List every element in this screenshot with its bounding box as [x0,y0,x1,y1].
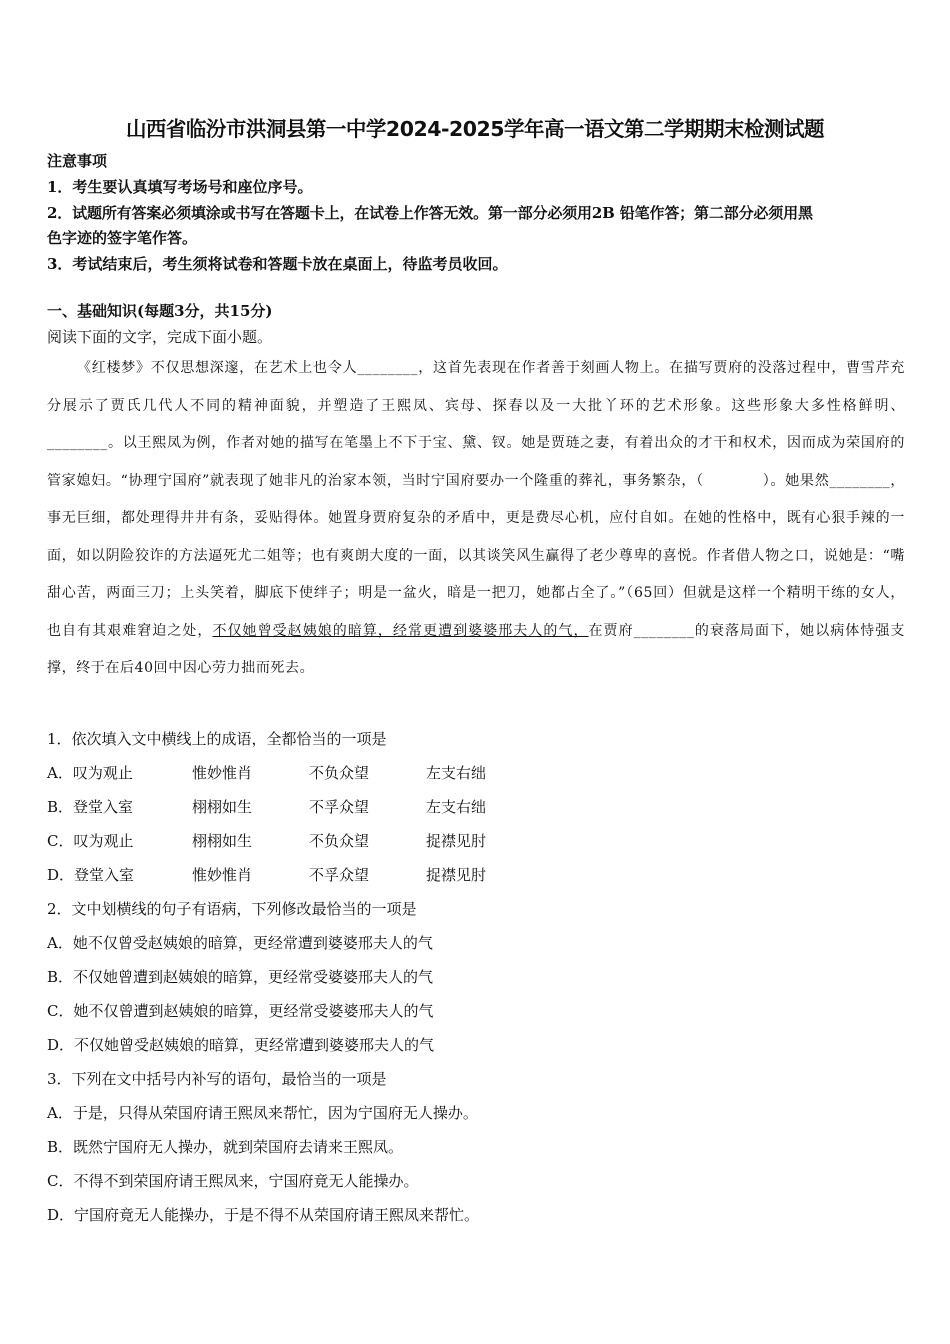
answer-option [47,790,486,824]
option-idiom: 不孚众望 [309,866,370,884]
answer-option: A．她不仅曾受赵姨娘的暗算，更经常遭到婆婆邢夫人的气 [47,934,433,952]
question-stem: 1．依次填入文中横线上的成语，全都恰当的一项是 [47,730,387,748]
answer-option: B．既然宁国府无人操办，就到荣国府去请来王熙凤。 [47,1138,404,1156]
option-idiom: 左支右绌 [426,798,487,816]
reading-passage [47,350,905,688]
notice-item: 色字迹的签字笔作答。 [47,229,198,247]
option-label: D．登堂入室 [47,866,135,884]
question-stem: 3．下列在文中括号内补写的语句，最恰当的一项是 [47,1070,387,1088]
answer-option: D．不仅她曾受赵姨娘的暗算，更经常遭到婆婆邢夫人的气 [47,1036,435,1054]
section-heading: 一、基础知识(每题3分，共15分) [47,302,273,320]
page-title: 山西省临汾市洪洞县第一中学2024-2025学年高一语文第二学期期末检测试题 [125,117,825,141]
answer-option: A．于是，只得从荣国府请王熙凤来帮忙，因为宁国府无人操办。 [47,1104,478,1122]
answer-option [47,756,486,790]
answer-option: D．宁国府竟无人能操办，于是不得不从荣国府请王熙凤来帮忙。 [47,1206,480,1224]
option-idiom: 不孚众望 [309,798,370,816]
notice-item: 2．试题所有答案必须填涂或书写在答题卡上，在试卷上作答无效。第一部分必须用2B 铅笔作答；第二部分必须用黑 [47,204,813,222]
option-idiom: 捉襟见肘 [426,832,487,850]
passage-text: 《红楼梦》不仅思想深邃，在艺术上也令人________，这首先表现在作者善于刻画人物上。在描写贾府的没落过程中，曹雪芹充分展示了贾氏几代人不同的精神面貌，并塑造了王熙凤、宾母、探春以及一大批丫环的艺术形象。这些形象大多性格鲜明、________。以王熙凤为例，作者对她的描写在笔墨上不下于宝、黛、钗。她是贾琏之妻，有着出众的才干和权术，因而成为荣国府的管家媳妇。“协理宁国府”就表现了她非凡的治家本领，当时宁国府要办一个隆重的葬礼，事务繁杂，（ ）。她果然________，事无巨细，都处理得井井有条，妥贴得体。她置身贾府复杂的矛盾中，更是费尽心机，应付自如。在她的性格中，既有心狠手辣的一面，如以阴险狡诈的方法逼死尤二姐等；也有爽朗大度的一面，以其谈笑风生赢得了老少尊卑的喜悦。作者借人物之口，说她是：“嘴甜心苦，两面三刀；上头笑着，脚底下使绊子；明是一盆火，暗是一把刀，她都占全了。”（65回）但就是这样一个精明干练的女人，也自有其艰难窘迫之处， [47,360,905,639]
option-idiom: 栩栩如生 [192,832,253,850]
answer-option: C．她不仅曾遭到赵姨娘的暗算，更经常受婆婆邢夫人的气 [47,1002,434,1020]
notice-item: 3．考试结束后，考生须将试卷和答题卡放在桌面上，待监考员收回。 [47,255,508,273]
question-stem: 2．文中划横线的句子有语病，下列修改最恰当的一项是 [47,900,417,918]
section-instruction: 阅读下面的文字，完成下面小题。 [47,328,273,346]
option-idiom: 惟妙惟肖 [192,866,253,884]
answer-option [47,858,486,892]
answer-option: B．不仅她曾遭到赵姨娘的暗算，更经常受婆婆邢夫人的气 [47,968,434,986]
question-1 [47,722,486,1232]
notice-item: 1．考生要认真填写考场号和座位序号。 [47,178,313,196]
option-idiom: 不负众望 [309,764,370,782]
option-idiom: 惟妙惟肖 [192,764,253,782]
option-idiom: 栩栩如生 [192,798,253,816]
underlined-sentence: 不仅她曾受赵姨娘的暗算，经常更遭到婆婆邢夫人的气， [212,622,589,639]
option-idiom: 捉襟见肘 [426,866,487,884]
option-label: B．登堂入室 [47,798,134,816]
notice-heading: 注意事项 [47,152,108,170]
answer-option [47,824,486,858]
option-idiom: 不负众望 [309,832,370,850]
option-label: C．叹为观止 [47,832,134,850]
option-label: A．叹为观止 [47,764,133,782]
option-idiom: 左支右绌 [426,764,487,782]
passage-text: 在贾府________的衰落局面下，她以病体恃强支撑，终于在后40回中因心劳力拙而死去。 [47,622,906,676]
answer-option: C．不得不到荣国府请王熙凤来，宁国府竟无人能操办。 [47,1172,419,1190]
